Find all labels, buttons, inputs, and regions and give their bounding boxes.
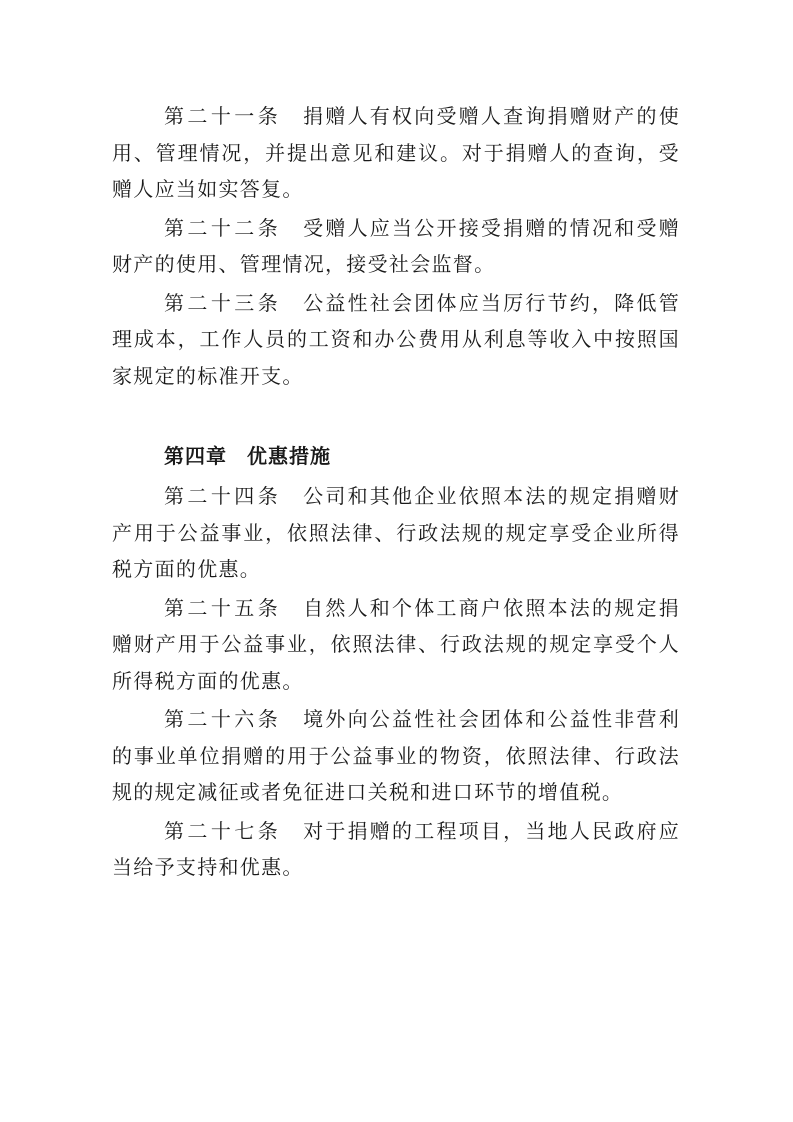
article-text: 受赠人应当公开接受捐赠的情况和受赠财产的使用、管理情况，接受社会监督。	[112, 215, 680, 276]
article-text: 公司和其他企业依照本法的规定捐赠财产用于公益事业，依照法律、行政法规的规定享受企业所得税方面的优惠。	[112, 484, 680, 581]
chapter-number: 第四章	[164, 444, 227, 468]
article-24	[112, 478, 680, 588]
article-text: 境外向公益性社会团体和公益性非营利的事业单位捐赠的用于公益事业的物资，依照法律、行政法规的规定减征或者免征进口关税和进口环节的增值税。	[112, 707, 680, 804]
chapter-heading	[112, 396, 680, 478]
article-26	[112, 701, 680, 811]
document-page	[112, 98, 680, 888]
article-number: 第二十六条	[164, 707, 282, 731]
article-21	[112, 98, 680, 208]
article-number: 第二十三条	[164, 290, 282, 315]
article-text: 自然人和个体工商户依照本法的规定捐赠财产用于公益事业，依照法律、行政法规的规定享受个人所得税方面的优惠。	[112, 595, 680, 693]
article-number: 第二十一条	[164, 104, 282, 128]
article-number: 第二十七条	[164, 818, 282, 843]
article-number: 第二十二条	[164, 215, 282, 240]
article-22	[112, 210, 680, 283]
article-text: 对于捐赠的工程项目，当地人民政府应当给予支持和优惠。	[112, 818, 680, 879]
article-text: 捐赠人有权向受赠人查询捐赠财产的使用、管理情况，并提出意见和建议。对于捐赠人的查询，受赠人应当如实答复。	[112, 104, 680, 201]
article-23	[112, 285, 680, 395]
article-number: 第二十四条	[164, 484, 282, 508]
article-27	[112, 813, 680, 886]
article-25	[112, 590, 680, 700]
article-number: 第二十五条	[164, 595, 282, 620]
chapter-title: 优惠措施	[247, 444, 331, 468]
article-text: 公益性社会团体应当厉行节约，降低管理成本，工作人员的工资和办公费用从利息等收入中按照国家规定的标准开支。	[112, 290, 680, 388]
